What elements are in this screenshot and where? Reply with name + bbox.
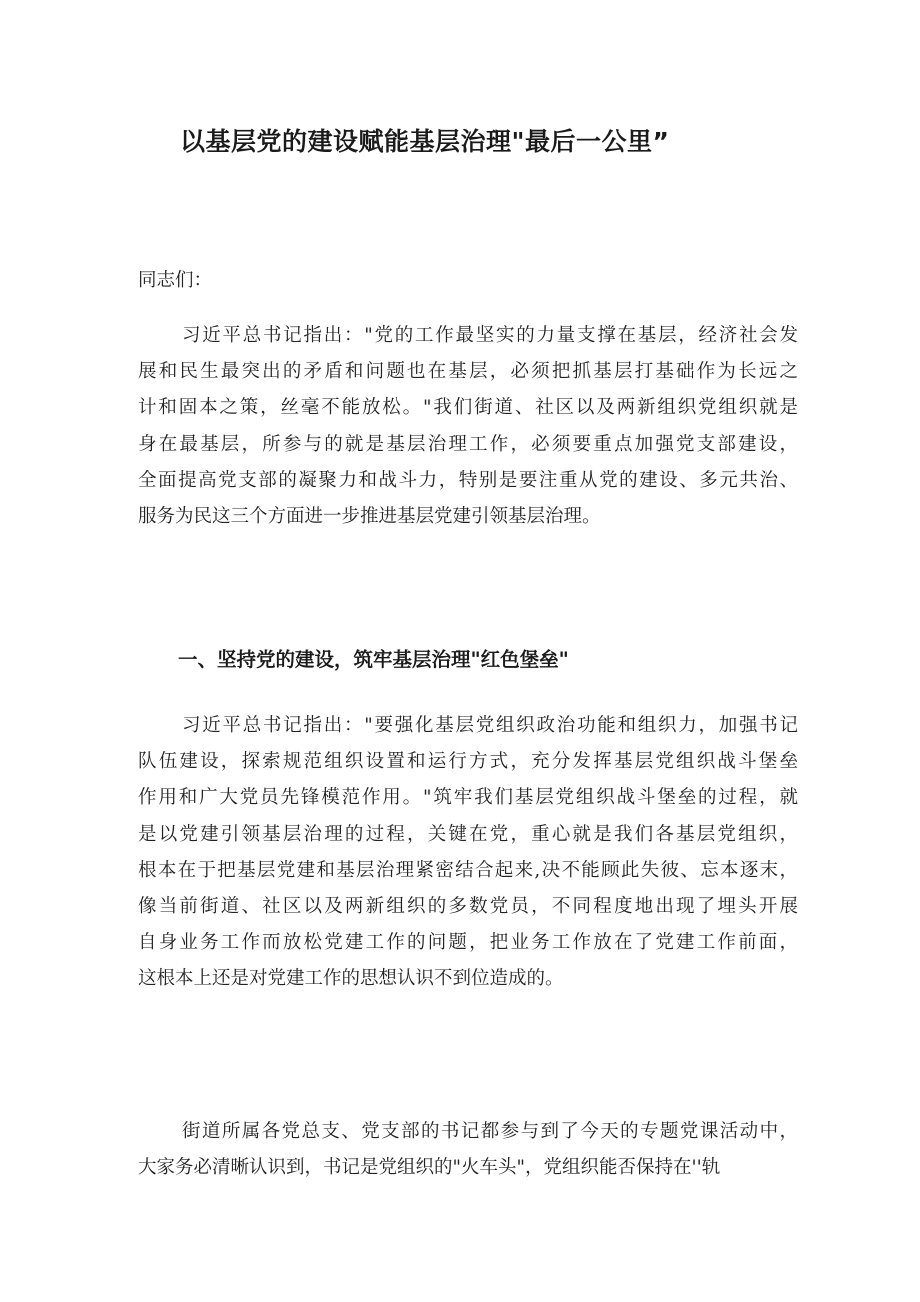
paragraph-line: 自身业务工作而放松党建工作的问题，把业务工作放在了党建工作前面， xyxy=(138,932,798,954)
paragraph-line: 习近平总书记指出："党的工作最坚实的力量支撑在基层，经济社会发 xyxy=(182,325,798,346)
paragraph-line: 这根本上还是对党建工作的思想认识不到位造成的。 xyxy=(138,968,564,990)
paragraph-3 xyxy=(138,1114,798,1186)
salutation: 同志们： xyxy=(138,270,213,291)
paragraph-line: 是以党建引领基层治理的过程，关键在党，重心就是我们各基层党组织， xyxy=(138,823,798,845)
paragraph-line: 计和固本之策，丝毫不能放松。"我们街道、社区以及两新组织党组织就是 xyxy=(138,397,798,419)
paragraph-line: 街道所属各党总支、党支部的书记都参与到了今天的专题党课活动中， xyxy=(182,1121,798,1142)
section-heading-1: 一、坚持党的建设，筑牢基层治理"红色堡垒" xyxy=(178,648,569,671)
paragraph-line: 根本在于把基层党建和基层治理紧密结合起来,决不能顾此失彼、忘本逐末， xyxy=(138,859,798,881)
paragraph-line: 像当前街道、社区以及两新组织的多数党员，不同程度地出现了埋头开展 xyxy=(138,895,798,917)
paragraph-line: 服务为民这三个方面进一步推进基层党建引领基层治理。 xyxy=(138,505,601,527)
paragraph-line: 身在最基层，所参与的就是基层治理工作，必须要重点加强党支部建设， xyxy=(138,433,798,455)
paragraph-line: 队伍建设，探索规范组织设置和运行方式，充分发挥基层党组织战斗堡垒 xyxy=(138,751,798,773)
paragraph-line: 大家务必清晰认识到，书记是党组织的"火车头"，党组织能否保持在''轨 xyxy=(138,1157,721,1179)
document-title: 以基层党的建设赋能基层治理"最后一公里” xyxy=(180,127,670,156)
paragraph-1 xyxy=(138,318,798,535)
paragraph-line: 作用和广大党员先锋模范作用。"筑牢我们基层党组织战斗堡垒的过程，就 xyxy=(138,787,798,809)
paragraph-line: 全面提高党支部的凝聚力和战斗力，特别是要注重从党的建设、多元共治、 xyxy=(138,469,798,491)
paragraph-line: 展和民生最突出的矛盾和问题也在基层，必须把抓基层打基础作为长远之 xyxy=(138,361,798,383)
paragraph-2 xyxy=(138,708,798,998)
paragraph-line: 习近平总书记指出："要强化基层党组织政治功能和组织力，加强书记 xyxy=(182,715,798,736)
